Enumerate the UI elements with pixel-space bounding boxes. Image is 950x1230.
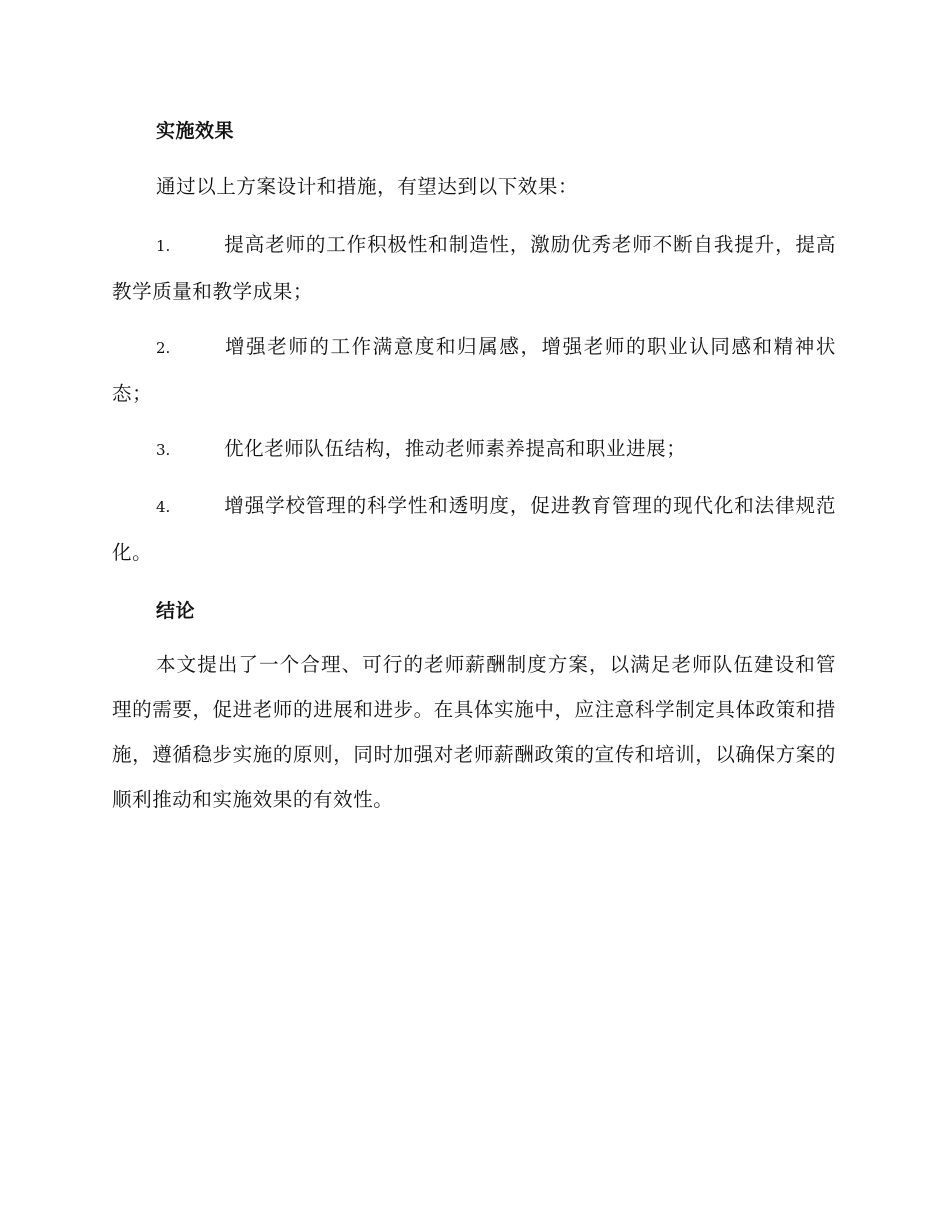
effects-list-item	[112, 222, 836, 314]
list-item-number: 2.	[156, 339, 171, 357]
list-item-number: 3.	[156, 441, 171, 459]
effects-list-item	[112, 324, 836, 416]
list-item-text: 提高老师的工作积极性和制造性，激励优秀老师不断自我提升，提高教学质量和教学成果；	[112, 233, 836, 303]
section-heading-conclusion: 结论	[156, 600, 196, 622]
conclusion-paragraph: 本文提出了一个合理、可行的老师薪酬制度方案，以满足老师队伍建设和管理的需要，促进老师的进展和进步。在具体实施中，应注意科学制定具体政策和措施，遵循稳步实施的原则，同时加强对老师薪酬政策的宣传和培训，以确保方案的顺利推动和实施效果的有效性。	[112, 653, 836, 811]
list-item-text: 优化老师队伍结构，推动老师素养提高和职业进展；	[224, 437, 687, 460]
list-item-number: 4.	[156, 498, 171, 516]
list-item-number: 1.	[156, 237, 171, 255]
effects-intro-paragraph: 通过以上方案设计和措施，有望达到以下效果：	[156, 175, 579, 198]
list-item-text: 增强学校管理的科学性和透明度，促进教育管理的现代化和法律规范化。	[112, 494, 836, 564]
effects-list-item	[112, 426, 836, 473]
list-item-text: 增强老师的工作满意度和归属感，增强老师的职业认同感和精神状态；	[112, 335, 836, 405]
section-heading-effects: 实施效果	[156, 120, 235, 142]
effects-list-item	[112, 483, 836, 575]
